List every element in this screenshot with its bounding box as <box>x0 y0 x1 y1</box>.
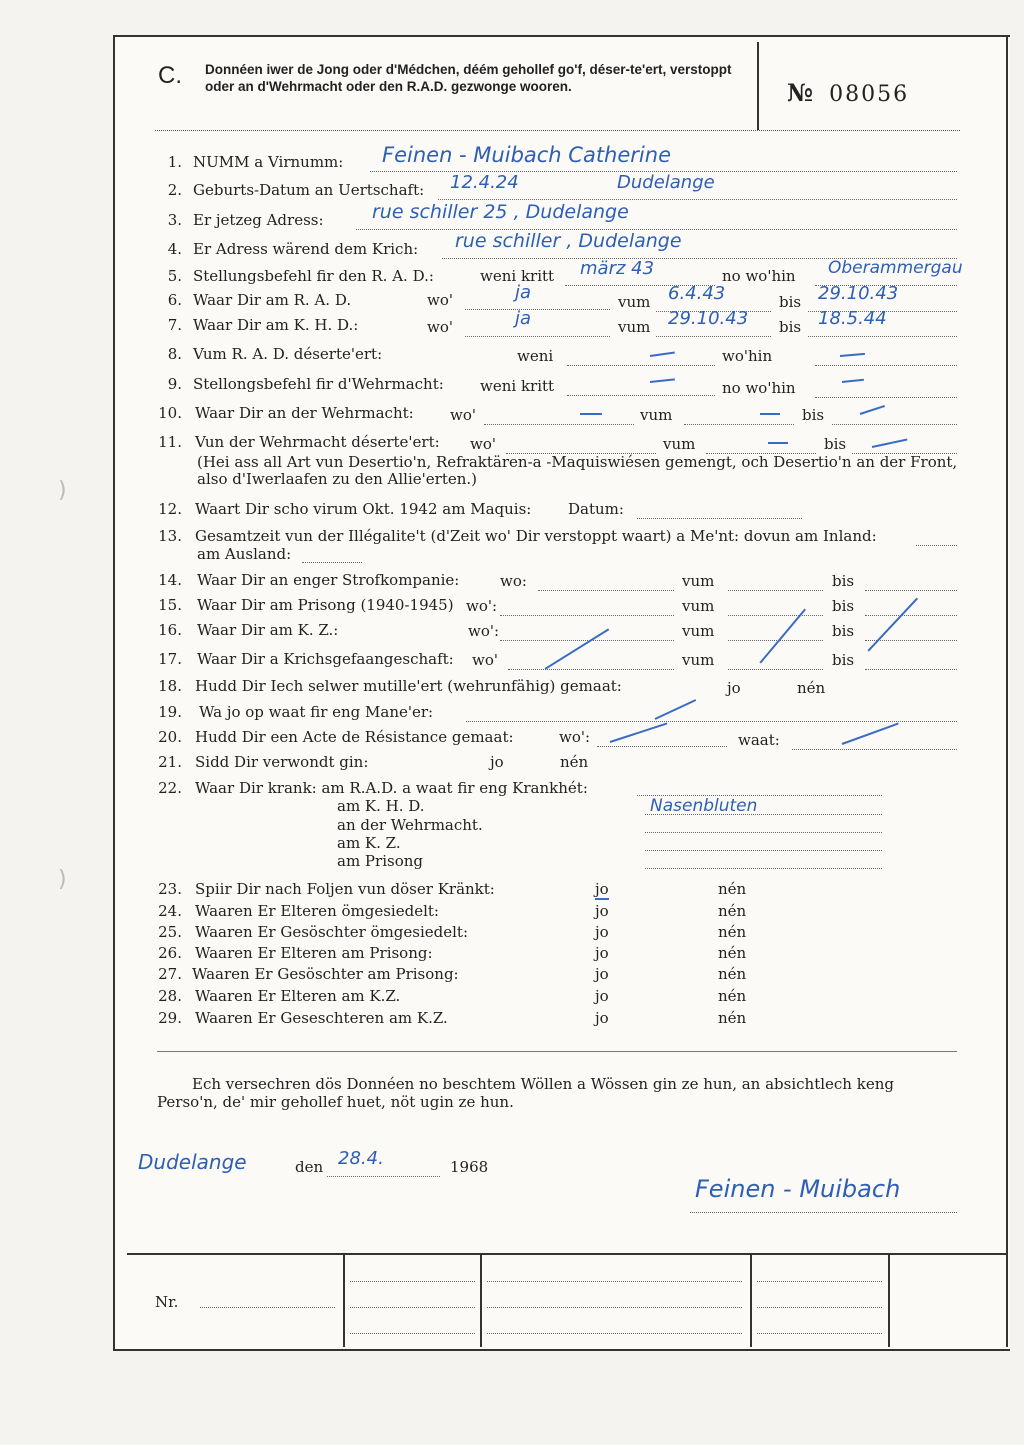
option-no: nén <box>718 1009 747 1027</box>
handwritten-illness: Nasenbluten <box>650 796 758 816</box>
field-label-to: bis <box>802 406 825 424</box>
handwritten-dash <box>760 413 780 415</box>
option-no: nén <box>560 753 589 771</box>
field-label-from: vum <box>682 572 715 590</box>
row-number: 25. <box>158 923 182 941</box>
row-label: Stellongsbefehl fir d'Wehrmacht: <box>193 375 444 393</box>
option-yes: jo <box>595 965 609 983</box>
row-label: Waar Dir a Krichsgefaangeschaft: <box>197 650 454 668</box>
row-label: Waaren Er Elteren am K.Z. <box>195 987 401 1005</box>
row-number: 19. <box>158 703 182 721</box>
field-label-where: wo' <box>472 651 498 669</box>
section-separator <box>157 1051 957 1052</box>
field-label-where: wo' <box>427 318 453 336</box>
row-label: Waart Dir scho virum Okt. 1942 am Maquis: <box>195 500 532 518</box>
field-line <box>815 383 957 398</box>
row-number: 22. <box>158 779 182 797</box>
handwritten-current-address: rue schiller 25 , Dudelange <box>372 201 629 223</box>
handwritten-dash <box>580 413 602 415</box>
field-label-where: no wo'hin <box>722 379 796 397</box>
field-line <box>500 601 674 616</box>
row-number: 1. <box>167 153 182 171</box>
field-label-to: bis <box>824 435 847 453</box>
nr-label: Nr. <box>155 1293 179 1311</box>
row-label: Waaren Er Geseschteren am K.Z. <box>195 1009 448 1027</box>
field-label-date: Datum: <box>568 500 624 518</box>
punch-hole-mark: ) <box>58 867 67 892</box>
row-label: Waar Dir am Prisong (1940-1945) <box>197 596 454 614</box>
field-line <box>506 439 656 454</box>
row-number: 23. <box>158 880 182 898</box>
row-number: 6. <box>167 291 182 309</box>
field-label-when: weni kritt <box>480 377 555 395</box>
illness-sub-khd: am K. H. D. <box>337 797 425 815</box>
form-frame-right-border <box>1006 35 1008 1347</box>
handwritten-rad-to: 29.10.43 <box>818 283 899 304</box>
row-label: Vum R. A. D. déserte'ert: <box>193 345 383 363</box>
row-number: 14. <box>158 571 182 589</box>
row-label: Sidd Dir verwondt gin: <box>195 753 369 771</box>
field-line <box>757 1332 882 1334</box>
row-label: Hudd Dir Iech selwer mutille'ert (wehrunfähig) gemaat: <box>195 677 622 695</box>
field-label-to: bis <box>779 318 802 336</box>
handwritten-rad-order-where: Oberammergau <box>828 258 963 278</box>
field-line <box>815 351 957 366</box>
row-label: Gesamtzeit vun der Illégalite't (d'Zeit wo' Dir verstoppt waart) a Me'nt: dovun am Inland: <box>195 527 877 545</box>
section-letter: C. <box>158 62 182 89</box>
field-label-where: wo': <box>468 622 500 640</box>
handwritten-date: 28.4. <box>338 1148 384 1169</box>
handwritten-khd-from: 29.10.43 <box>668 308 749 329</box>
field-label-from: vum <box>618 318 651 336</box>
header-divider <box>757 42 759 130</box>
field-label-what: waat: <box>738 731 780 749</box>
row-11-note: (Hei ass all Art vun Desertio'n, Refraktären-a -Maquiswiésen gemengt, och Desertio'n an der Front, also d'Iwerlaafen zu den Allie'erten.) <box>197 453 958 488</box>
field-line <box>645 854 882 869</box>
field-label-to: bis <box>832 597 855 615</box>
row-label: Waaren Er Elteren am Prisong: <box>195 944 433 962</box>
field-label-where: no wo'hin <box>722 267 796 285</box>
field-line <box>484 410 634 425</box>
illness-sub-prisong: am Prisong <box>337 852 423 870</box>
section-title: Donnéen iwer de Jong oder d'Médchen, déém gehollef go'f, déser-te'ert, verstoppt oder an d'Wehrmacht oder den R.A.D. gezwonge wooren. <box>205 62 732 94</box>
row-number: 18. <box>158 677 182 695</box>
option-yes: jo <box>727 679 741 697</box>
option-yes: jo <box>595 987 609 1005</box>
field-line <box>865 655 957 670</box>
field-line <box>465 322 610 337</box>
field-label-where: wo: <box>500 572 527 590</box>
field-line <box>487 1280 742 1282</box>
field-line <box>728 576 823 591</box>
field-label-where: wo': <box>466 597 498 615</box>
option-no: nén <box>718 902 747 920</box>
field-label-to: bis <box>832 622 855 640</box>
option-no: nén <box>718 965 747 983</box>
option-no: nén <box>797 679 826 697</box>
field-line <box>865 576 957 591</box>
row-number: 7. <box>167 316 182 334</box>
footer-table-top <box>127 1253 1007 1255</box>
row-label: Waar Dir krank: am R.A.D. a waat fir eng Krankhét: <box>195 779 588 797</box>
row-label: Waar Dir am K. Z.: <box>197 621 339 639</box>
row-number: 9. <box>167 375 182 393</box>
option-yes: jo <box>490 753 504 771</box>
row-label: Waar Dir an der Wehrmacht: <box>195 404 414 422</box>
row-number: 20. <box>158 728 182 746</box>
option-yes: jo <box>595 923 609 941</box>
illness-sub-kz: am K. Z. <box>337 834 401 852</box>
field-label-to: bis <box>832 572 855 590</box>
field-line <box>350 1306 475 1308</box>
footer-cell-divider <box>888 1253 890 1347</box>
field-label-abroad: am Ausland: <box>197 545 292 563</box>
field-line <box>500 626 674 641</box>
field-line <box>350 1332 475 1334</box>
declaration-text: Ech versechren dös Donnéen no beschtem Wöllen a Wössen gin ze hun, an absichtlech keng Perso'n, de' mir gehollef huet, nöt ugin ze hun. <box>157 1075 894 1111</box>
handwritten-birth-date: 12.4.24 <box>450 172 519 193</box>
field-line <box>567 351 715 366</box>
header-rule <box>155 130 960 131</box>
row-label: Waar Dir am K. H. D.: <box>193 316 359 334</box>
handwritten-rad-order-when: märz 43 <box>580 258 655 279</box>
field-label-from: vum <box>618 293 651 311</box>
row-number: 15. <box>158 596 182 614</box>
den-label: den <box>295 1158 324 1176</box>
row-label: Stellungsbefehl fir den R. A. D.: <box>193 267 434 285</box>
row-label: Wa jo op waat fir eng Mane'er: <box>199 703 434 721</box>
field-line <box>508 655 674 670</box>
row-label: Waaren Er Gesöschter ömgesiedelt: <box>195 923 469 941</box>
punch-hole-mark: ) <box>58 478 67 503</box>
field-line <box>832 410 957 425</box>
field-label-from: vum <box>682 597 715 615</box>
field-label-to: bis <box>779 293 802 311</box>
option-yes: jo <box>595 944 609 962</box>
handwritten-war-address: rue schiller , Dudelange <box>455 230 682 252</box>
row-label: Waar Dir am R. A. D. <box>193 291 352 309</box>
illness-sub-wehrmacht: an der Wehrmacht. <box>337 816 483 834</box>
row-number: 12. <box>158 500 182 518</box>
field-line <box>637 504 802 519</box>
field-label-where: wo': <box>559 728 591 746</box>
row-number: 10. <box>158 404 182 422</box>
handwritten-rad-from: 6.4.43 <box>668 283 726 304</box>
handwritten-signature: Feinen - Muibach <box>695 1175 901 1203</box>
row-number: 28. <box>158 987 182 1005</box>
field-line <box>538 576 674 591</box>
row-number: 21. <box>158 753 182 771</box>
handwritten-dash <box>768 442 788 444</box>
field-line <box>465 295 610 310</box>
footer-cell-divider <box>343 1253 345 1347</box>
option-yes: jo <box>595 1009 609 1027</box>
row-number: 26. <box>158 944 182 962</box>
row-label: Er Adress wärend dem Krich: <box>193 240 419 258</box>
field-label-where: wo'hin <box>722 347 773 365</box>
field-line <box>728 601 823 616</box>
field-label-where: wo' <box>427 291 453 309</box>
handwritten-place: Dudelange <box>138 1150 247 1174</box>
row-label: Hudd Dir een Acte de Résistance gemaat: <box>195 728 514 746</box>
field-label-from: vum <box>682 622 715 640</box>
option-no: nén <box>718 923 747 941</box>
field-label-from: vum <box>640 406 673 424</box>
handwritten-khd-where: ja <box>515 308 532 329</box>
row-label: Geburts-Datum an Uertschaft: <box>193 181 425 199</box>
footer-cell-divider <box>480 1253 482 1347</box>
field-label-when: weni <box>517 347 554 365</box>
row-number: 24. <box>158 902 182 920</box>
footer-cell-divider <box>750 1253 752 1347</box>
row-label: Spiir Dir nach Foljen vun döser Kränkt: <box>195 880 495 898</box>
field-label-where: wo' <box>470 435 496 453</box>
row-number: 3. <box>167 211 182 229</box>
handwritten-rad-where: ja <box>515 282 532 303</box>
field-line <box>567 381 715 396</box>
row-number: 2. <box>167 181 182 199</box>
field-line <box>852 439 957 454</box>
field-label-from: vum <box>682 651 715 669</box>
field-line <box>706 439 816 454</box>
handwritten-birth-place: Dudelange <box>617 172 715 193</box>
field-line <box>350 1280 475 1282</box>
field-line <box>728 655 823 670</box>
row-label: Er jetzeg Adress: <box>193 211 324 229</box>
row-label: Waaren Er Elteren ömgesiedelt: <box>195 902 439 920</box>
field-line <box>645 836 882 851</box>
field-line <box>916 531 957 546</box>
handwritten-khd-to: 18.5.44 <box>818 308 887 329</box>
row-number: 11. <box>158 433 182 451</box>
row-number: 4. <box>167 240 182 258</box>
field-line <box>757 1280 882 1282</box>
field-line <box>302 548 362 563</box>
field-line <box>487 1306 742 1308</box>
field-line <box>792 735 957 750</box>
row-number: 8. <box>167 345 182 363</box>
field-label-from: vum <box>663 435 696 453</box>
field-line <box>728 626 823 641</box>
option-no: nén <box>718 987 747 1005</box>
field-line <box>200 1306 335 1308</box>
field-line <box>487 1332 742 1334</box>
form-number <box>787 78 909 107</box>
year-label: 1968 <box>450 1158 489 1176</box>
row-number: 29. <box>158 1009 182 1027</box>
field-line <box>466 707 957 722</box>
number-value: 08056 <box>829 82 910 107</box>
row-number: 13. <box>158 527 182 545</box>
option-no: nén <box>718 880 747 898</box>
number-symbol: № <box>787 78 816 107</box>
row-label: Waar Dir an enger Strofkompanie: <box>197 571 460 589</box>
option-yes-marked: jo <box>595 880 609 898</box>
field-label-where: wo' <box>450 406 476 424</box>
option-yes: jo <box>595 902 609 920</box>
field-line <box>757 1306 882 1308</box>
field-line <box>645 818 882 833</box>
field-label-to: bis <box>832 651 855 669</box>
row-number: 27. <box>158 965 182 983</box>
handwritten-name: Feinen - Muibach Catherine <box>382 143 671 167</box>
row-label: Vun der Wehrmacht déserte'ert: <box>195 433 440 451</box>
field-label-when: weni kritt <box>480 267 555 285</box>
row-label: Waaren Er Gesöschter am Prisong: <box>192 965 459 983</box>
row-number: 5. <box>167 267 182 285</box>
row-number: 17. <box>158 650 182 668</box>
field-line <box>637 781 882 796</box>
option-no: nén <box>718 944 747 962</box>
row-label: NUMM a Virnumm: <box>193 153 344 171</box>
row-number: 16. <box>158 621 182 639</box>
